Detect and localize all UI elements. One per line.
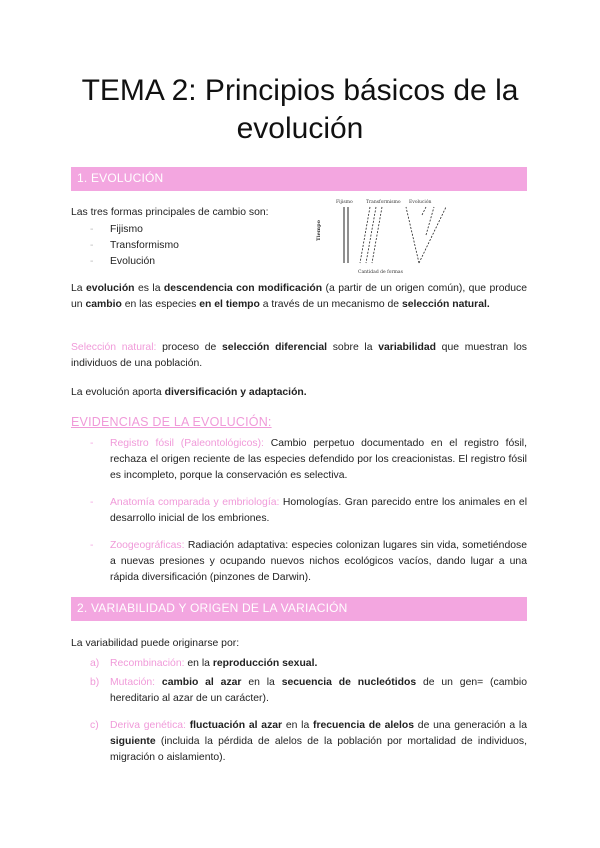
figure-label-fijismo: Fijismo bbox=[336, 200, 353, 205]
section-heading-band bbox=[71, 597, 527, 621]
figure-label-transformismo: Transformismo bbox=[366, 200, 401, 205]
figure-label-evolucion: Evolución bbox=[409, 200, 432, 205]
variation-intro: La variabilidad puede originarse por: bbox=[71, 638, 240, 649]
variation-item: b) Mutación: cambio al azar en la secuencia de nucleótidos de un gen= (cambio hereditario al azar de un carácter). bbox=[90, 677, 528, 704]
list-item: - Fijismo bbox=[90, 222, 179, 238]
transformismo-line bbox=[372, 207, 382, 263]
list-item: - Transformismo bbox=[90, 238, 179, 254]
evidence-heading: EVIDENCIAS DE LA EVOLUCIÓN: bbox=[71, 415, 272, 429]
evolucion-branch bbox=[422, 207, 426, 215]
evolution-models-figure bbox=[314, 195, 454, 275]
figure-y-label: Tiempo bbox=[316, 220, 322, 241]
list-item: - Evolución bbox=[90, 254, 179, 270]
section-heading-variabilidad: 2. VARIABILIDAD Y ORIGEN DE LA VARIACIÓN bbox=[77, 601, 348, 615]
transformismo-line bbox=[360, 207, 370, 263]
variation-item: a) Recombinación: en la reproducción sexual. bbox=[90, 658, 318, 669]
forms-list bbox=[90, 222, 179, 270]
evolucion-branch bbox=[426, 207, 434, 235]
natural-selection-paragraph: Selección natural: proceso de selección diferencial sobre la variabilidad que muestran los individuos de una población. bbox=[71, 342, 527, 369]
evolucion-branch bbox=[406, 207, 419, 263]
section-heading-evolucion: 1. EVOLUCIÓN bbox=[77, 171, 164, 185]
definition-paragraph: La evolución es la descendencia con modificación (a partir de un origen común), que produce un cambio en las especies en el tiempo a través de un mecanismo de selección natural. bbox=[71, 283, 527, 310]
evidence-item: - Zoogeográficas: Radiación adaptativa: especies colonizan lugares sin vida, sometiéndose a nuevas presiones y ocupando nuevos nichos ecológicos vacíos, dando lugar a una rápida diversificación (pinzones de Darwin). bbox=[90, 540, 527, 583]
page-title: TEMA 2: Principios básicos de la evolución bbox=[81, 74, 519, 145]
transformismo-line bbox=[366, 207, 376, 263]
intro-text: Las tres formas principales de cambio son: bbox=[71, 207, 269, 218]
evolucion-branch bbox=[419, 207, 446, 263]
evidence-item: - Registro fósil (Paleontológicos): Cambio perpetuo documentado en el registro fósil, rechaza el origen reciente de las especies defendido por los creacionistas. El registro fósil es incompleto, porque la conservación es selectiva. bbox=[90, 438, 527, 481]
contribution-paragraph: La evolución aporta diversificación y adaptación. bbox=[71, 387, 307, 398]
figure-x-label: Cantidad de formas bbox=[358, 270, 403, 275]
evidence-item: - Anatomía comparada y embriología: Homologías. Gran parecido entre los animales en el desarrollo inicial de los embriones. bbox=[90, 497, 528, 524]
section-heading-band bbox=[71, 167, 527, 191]
variation-item: c) Deriva genética: fluctuación al azar en la frecuencia de alelos de una generación a la siguiente (incluida la pérdida de alelos de la población por mortalidad de individuos, migración o aislamiento). bbox=[90, 720, 527, 763]
